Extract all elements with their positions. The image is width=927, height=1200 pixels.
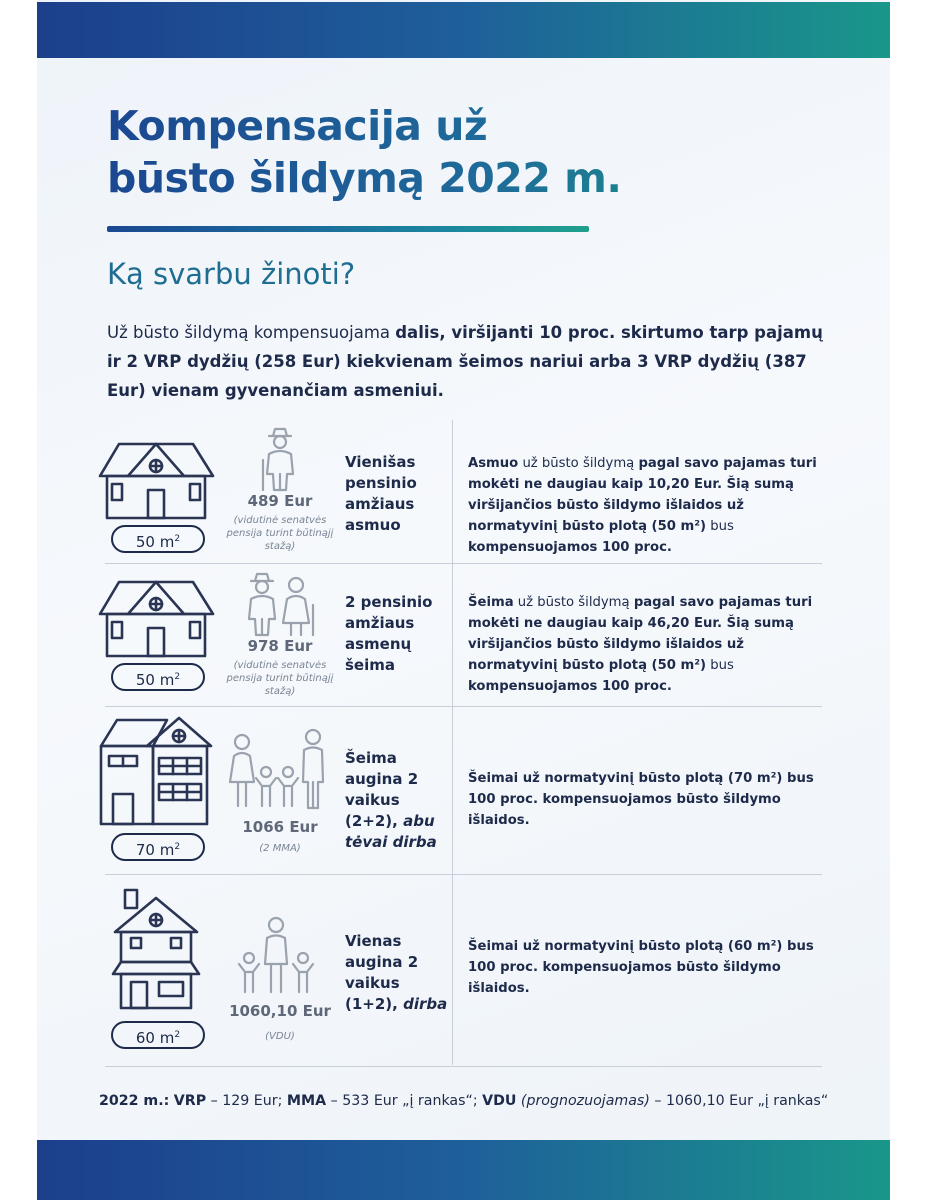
footer-vdu-note: (prognozuojamas) xyxy=(516,1093,650,1109)
row-single-pensioner xyxy=(97,420,822,565)
house-icon xyxy=(97,580,215,660)
area-unit: m xyxy=(159,533,175,551)
row-single-parent-1-2 xyxy=(97,876,822,1066)
section-subtitle: Ką svarbu žinoti? xyxy=(107,257,356,291)
household-line xyxy=(345,994,450,1015)
household-line: amžiaus xyxy=(345,614,415,632)
footer-vrp-text: – 129 Eur; xyxy=(206,1093,287,1109)
household-type xyxy=(345,931,450,1015)
single-parent-two-kids-icon xyxy=(237,918,315,994)
compensation-description xyxy=(468,592,818,697)
intro-paragraph xyxy=(107,318,832,405)
area-badge xyxy=(111,1021,205,1049)
footer-definitions xyxy=(99,1093,859,1109)
income-note: (vidutinė senatvės pensija turint būtinąjį stažą) xyxy=(226,660,334,697)
desc-bold: Šeimai už normatyvinį būsto plotą (60 m²) bus 100 proc. kompensuojamos būsto šildymo išlaidos. xyxy=(468,939,814,996)
row-separator xyxy=(105,874,822,875)
desc-bold: kompensuojamos 100 proc. xyxy=(468,540,672,555)
footer-vrp-label: VRP xyxy=(173,1093,207,1109)
compensation-description xyxy=(468,453,818,558)
small-house-icon xyxy=(111,886,201,1012)
area-value: 60 xyxy=(135,1029,155,1047)
desc-text: už būsto šildymą xyxy=(513,595,634,610)
area-exponent: 2 xyxy=(174,672,181,682)
area-unit: m xyxy=(159,671,175,689)
area-exponent: 2 xyxy=(174,534,181,544)
desc-bold: Šeimai už normatyvinį būsto plotą (70 m²) bus 100 proc. kompensuojamos būsto šildymo išlaidos. xyxy=(468,771,814,828)
household-line: 2 pensinio xyxy=(345,593,433,611)
intro-text: Už būsto šildymą kompensuojama xyxy=(107,323,396,342)
area-badge xyxy=(111,663,205,691)
desc-bold: Asmuo xyxy=(468,456,519,471)
area-unit: m xyxy=(159,841,175,859)
elderly-couple-icon xyxy=(245,571,317,637)
area-badge xyxy=(111,525,205,553)
income-note: (vidutinė senatvės pensija turint būtinąjį stažą) xyxy=(226,515,334,552)
household-text: (1+2), xyxy=(345,995,404,1013)
household-type xyxy=(345,592,450,676)
household-type xyxy=(345,452,450,536)
large-house-icon xyxy=(97,716,215,828)
household-text: (2+2), xyxy=(345,812,404,830)
household-line: augina 2 xyxy=(345,770,419,788)
income-amount: 1060,10 Eur xyxy=(229,1002,331,1020)
household-line xyxy=(345,811,450,832)
area-value: 70 xyxy=(135,841,155,859)
desc-bold: pagal savo pajamas turi mokėti ne daugiau kaip 46,20 Eur. Šią sumą viršijančios būsto šildymo išlaidos už normatyvinį būsto plotą (50 m²) xyxy=(468,595,813,673)
household-line xyxy=(345,832,450,853)
row-pensioner-couple xyxy=(97,565,822,707)
footer-mma-label: MMA xyxy=(286,1093,327,1109)
page-title xyxy=(107,100,727,204)
area-exponent: 2 xyxy=(174,1030,181,1040)
desc-text: bus xyxy=(706,658,734,673)
household-line: asmenų xyxy=(345,635,412,653)
footer-year: 2022 m.: xyxy=(99,1093,170,1109)
row-family-2-2 xyxy=(97,708,822,874)
elderly-person-icon xyxy=(255,426,305,492)
top-color-band xyxy=(37,2,890,58)
bottom-color-band xyxy=(37,1140,890,1200)
footer-vdu-label: VDU xyxy=(482,1093,517,1109)
desc-text: bus xyxy=(706,519,734,534)
title-line-1: Kompensacija už xyxy=(107,102,488,150)
desc-bold: Šeima xyxy=(468,595,514,610)
income-amount: 489 Eur xyxy=(247,492,313,510)
household-italic: dirba xyxy=(403,995,448,1013)
household-line: pensinio xyxy=(345,474,417,492)
row-separator xyxy=(105,706,822,707)
household-line: šeima xyxy=(345,656,395,674)
household-italic: tėvai dirba xyxy=(345,833,437,851)
desc-bold: pagal savo pajamas turi mokėti ne daugiau kaip 10,20 Eur. Šią sumą viršijančios būsto šildymo išlaidos už normatyvinį būsto plotą (50 m²) xyxy=(468,456,817,534)
area-badge xyxy=(111,833,205,861)
household-line: vaikus xyxy=(345,974,400,992)
title-line-2: būsto šildymą 2022 m. xyxy=(107,154,622,202)
intro-text-bold: dalis, viršijanti 10 proc. skirtumo tarp pajamų ir 2 VRP dydžių (258 Eur) kiekvienam šeimos nariui arba 3 VRP dydžių (387 Eur) vienam gyvenančiam asmeniui. xyxy=(107,323,823,400)
row-separator xyxy=(105,1066,822,1067)
household-line: augina 2 xyxy=(345,953,419,971)
household-line: asmuo xyxy=(345,516,401,534)
household-line: vaikus xyxy=(345,791,400,809)
income-note: (VDU) xyxy=(265,1031,295,1042)
desc-text: už būsto šildymą xyxy=(518,456,639,471)
family-two-parents-two-kids-icon xyxy=(230,730,330,810)
household-italic: abu xyxy=(403,812,435,830)
desc-bold: kompensuojamos 100 proc. xyxy=(468,679,672,694)
row-separator xyxy=(105,563,822,564)
income-amount: 978 Eur xyxy=(247,637,313,655)
compensation-description xyxy=(468,936,818,999)
footer-mma-text: – 533 Eur „į rankas“; xyxy=(326,1093,483,1109)
household-line: Šeima xyxy=(345,749,397,767)
income-amount: 1066 Eur xyxy=(242,818,318,836)
household-line: Vienas xyxy=(345,932,402,950)
household-line: Vienišas xyxy=(345,453,416,471)
household-type xyxy=(345,748,450,853)
compensation-description xyxy=(468,768,818,831)
area-value: 50 xyxy=(135,671,155,689)
footer-vdu-text: – 1060,10 Eur „į rankas“ xyxy=(649,1093,829,1109)
area-exponent: 2 xyxy=(174,842,181,852)
house-icon xyxy=(97,442,215,522)
household-line: amžiaus xyxy=(345,495,415,513)
area-value: 50 xyxy=(135,533,155,551)
area-unit: m xyxy=(159,1029,175,1047)
title-underline xyxy=(107,226,589,232)
income-note: (2 MMA) xyxy=(259,843,301,854)
